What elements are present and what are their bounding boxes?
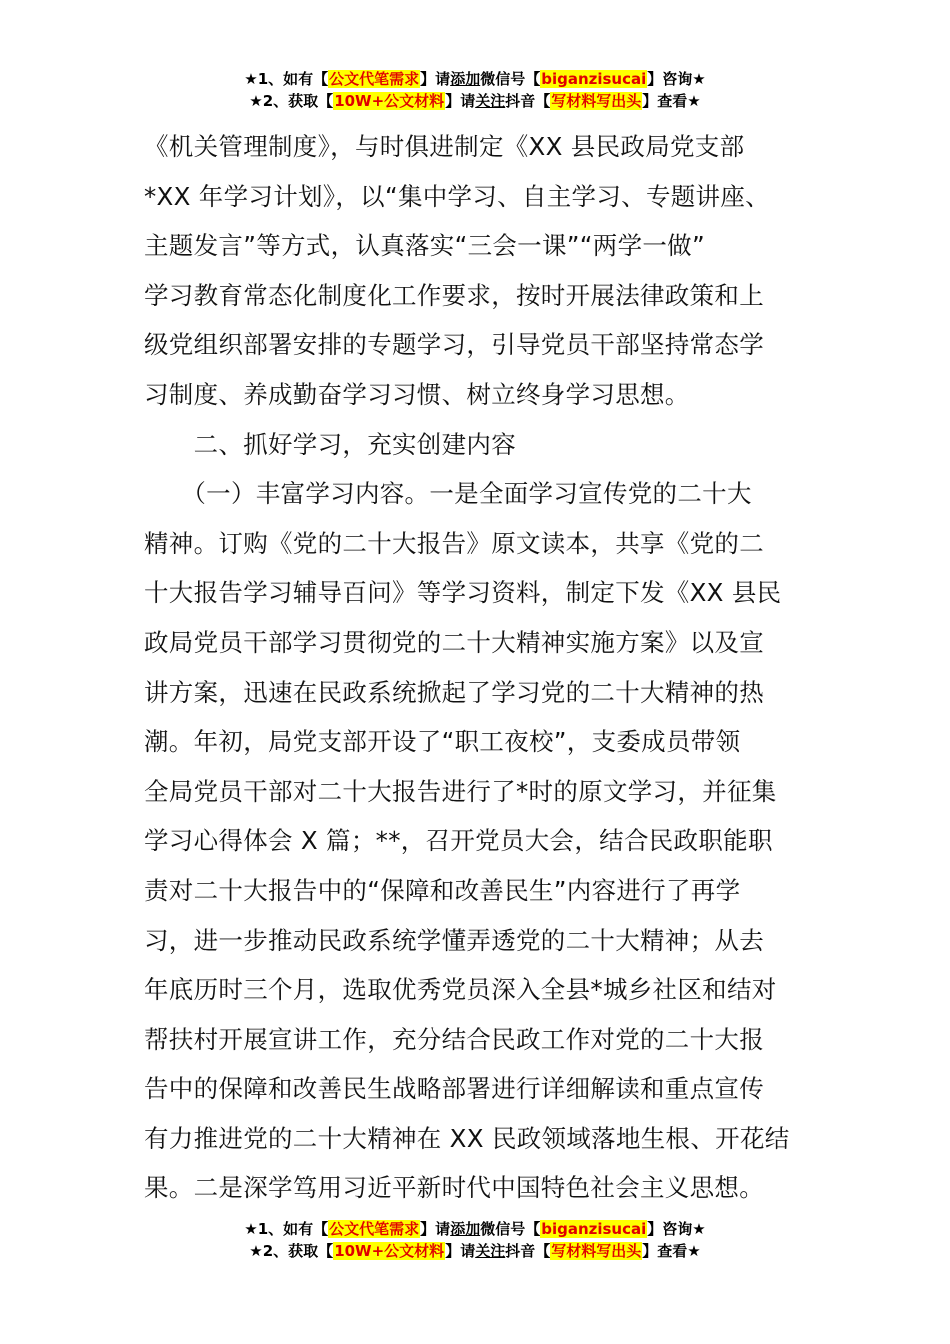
highlight-ghostwriting: 公文代笔需求: [329, 70, 420, 88]
banner-text: 】请: [445, 1242, 476, 1260]
banner-text: 】查看★: [642, 92, 701, 110]
text-line: 政局党员干部学习贯彻党的二十大精神实施方案》以及宣: [144, 627, 764, 657]
highlight-materials: 10W+公文材料: [334, 1242, 445, 1260]
banner-emphasis: 关注: [475, 1242, 506, 1260]
banner-text: 抖音【: [505, 1242, 551, 1260]
text-line: 主题发言”等方式，认真落实“三会一课”“两学一做”: [144, 231, 705, 261]
banner-text: 】请: [420, 70, 451, 88]
banner-text: ★2、获取【: [249, 1242, 334, 1260]
text-line: 责对二十大报告中的“保障和改善民生”内容进行了再学: [144, 875, 741, 905]
text-line: 二、抓好学习，充实创建内容: [144, 429, 516, 459]
header-banner: [0, 68, 950, 112]
highlight-douyin-account: 写材料写出头: [551, 92, 642, 110]
highlight-materials: 10W+公文材料: [334, 92, 445, 110]
footer-banner-line-1: [0, 1218, 950, 1240]
text-line: 习制度、养成勤奋学习习惯、树立终身学习思想。: [144, 379, 690, 409]
banner-text: ★1、如有【: [244, 70, 329, 88]
text-line: 全局党员干部对二十大报告进行了*时的原文学习，并征集: [144, 776, 777, 806]
highlight-wechat-id: biganzisucai: [541, 1220, 647, 1238]
banner-text: 微信号【: [480, 70, 541, 88]
text-line: 讲方案，迅速在民政系统掀起了学习党的二十大精神的热: [144, 677, 764, 707]
text-line: 习，进一步推动民政系统学懂弄透党的二十大精神；从去: [144, 925, 764, 955]
text-line: 果。二是深学笃用习近平新时代中国特色社会主义思想。: [144, 1173, 764, 1203]
banner-text: 抖音【: [505, 92, 551, 110]
banner-text: ★1、如有【: [244, 1220, 329, 1238]
banner-text: 】咨询★: [647, 70, 706, 88]
text-line: 学习教育常态化制度化工作要求，按时开展法律政策和上: [144, 280, 764, 310]
text-line: 年底历时三个月，选取优秀党员深入全县*城乡社区和结对: [144, 975, 777, 1005]
text-line: 精神。订购《党的二十大报告》原文读本，共享《党的二: [144, 528, 764, 558]
text-line: 十大报告学习辅导百问》等学习资料，制定下发《XX 县民: [144, 578, 782, 608]
banner-text: 】查看★: [642, 1242, 701, 1260]
banner-text: 微信号【: [480, 1220, 541, 1238]
banner-text: ★2、获取【: [249, 92, 334, 110]
banner-text: 】请: [420, 1220, 451, 1238]
text-line: 《机关管理制度》，与时俱进制定《XX 县民政局党支部: [144, 132, 745, 161]
document-body: [144, 122, 824, 1213]
banner-emphasis: 添加: [450, 70, 481, 88]
text-line: *XX 年学习计划》，以“集中学习、自主学习、专题讲座、: [144, 181, 770, 211]
banner-text: 】咨询★: [647, 1220, 706, 1238]
banner-emphasis: 关注: [475, 92, 506, 110]
header-banner-line-1: [0, 68, 950, 90]
highlight-douyin-account: 写材料写出头: [551, 1242, 642, 1260]
text-line: 有力推进党的二十大精神在 XX 民政领域落地生根、开花结: [144, 1123, 790, 1153]
text-line: 帮扶村开展宣讲工作，充分结合民政工作对党的二十大报: [144, 1024, 764, 1054]
text-line: 潮。年初，局党支部开设了“职工夜校”，支委成员带领: [144, 727, 741, 757]
footer-banner: [0, 1218, 950, 1262]
text-line: 学习心得体会 X 篇；**，召开党员大会，结合民政职能职: [144, 826, 773, 856]
text-line: 级党组织部署安排的专题学习，引导党员干部坚持常态学: [144, 330, 764, 360]
footer-banner-line-2: [0, 1240, 950, 1262]
text-line: （一）丰富学习内容。一是全面学习宣传党的二十大: [144, 479, 752, 509]
text-line: 告中的保障和改善民生战略部署进行详细解读和重点宣传: [144, 1074, 764, 1104]
header-banner-line-2: [0, 90, 950, 112]
banner-emphasis: 添加: [450, 1220, 481, 1238]
highlight-wechat-id: biganzisucai: [541, 70, 647, 88]
banner-text: 】请: [445, 92, 476, 110]
highlight-ghostwriting: 公文代笔需求: [329, 1220, 420, 1238]
